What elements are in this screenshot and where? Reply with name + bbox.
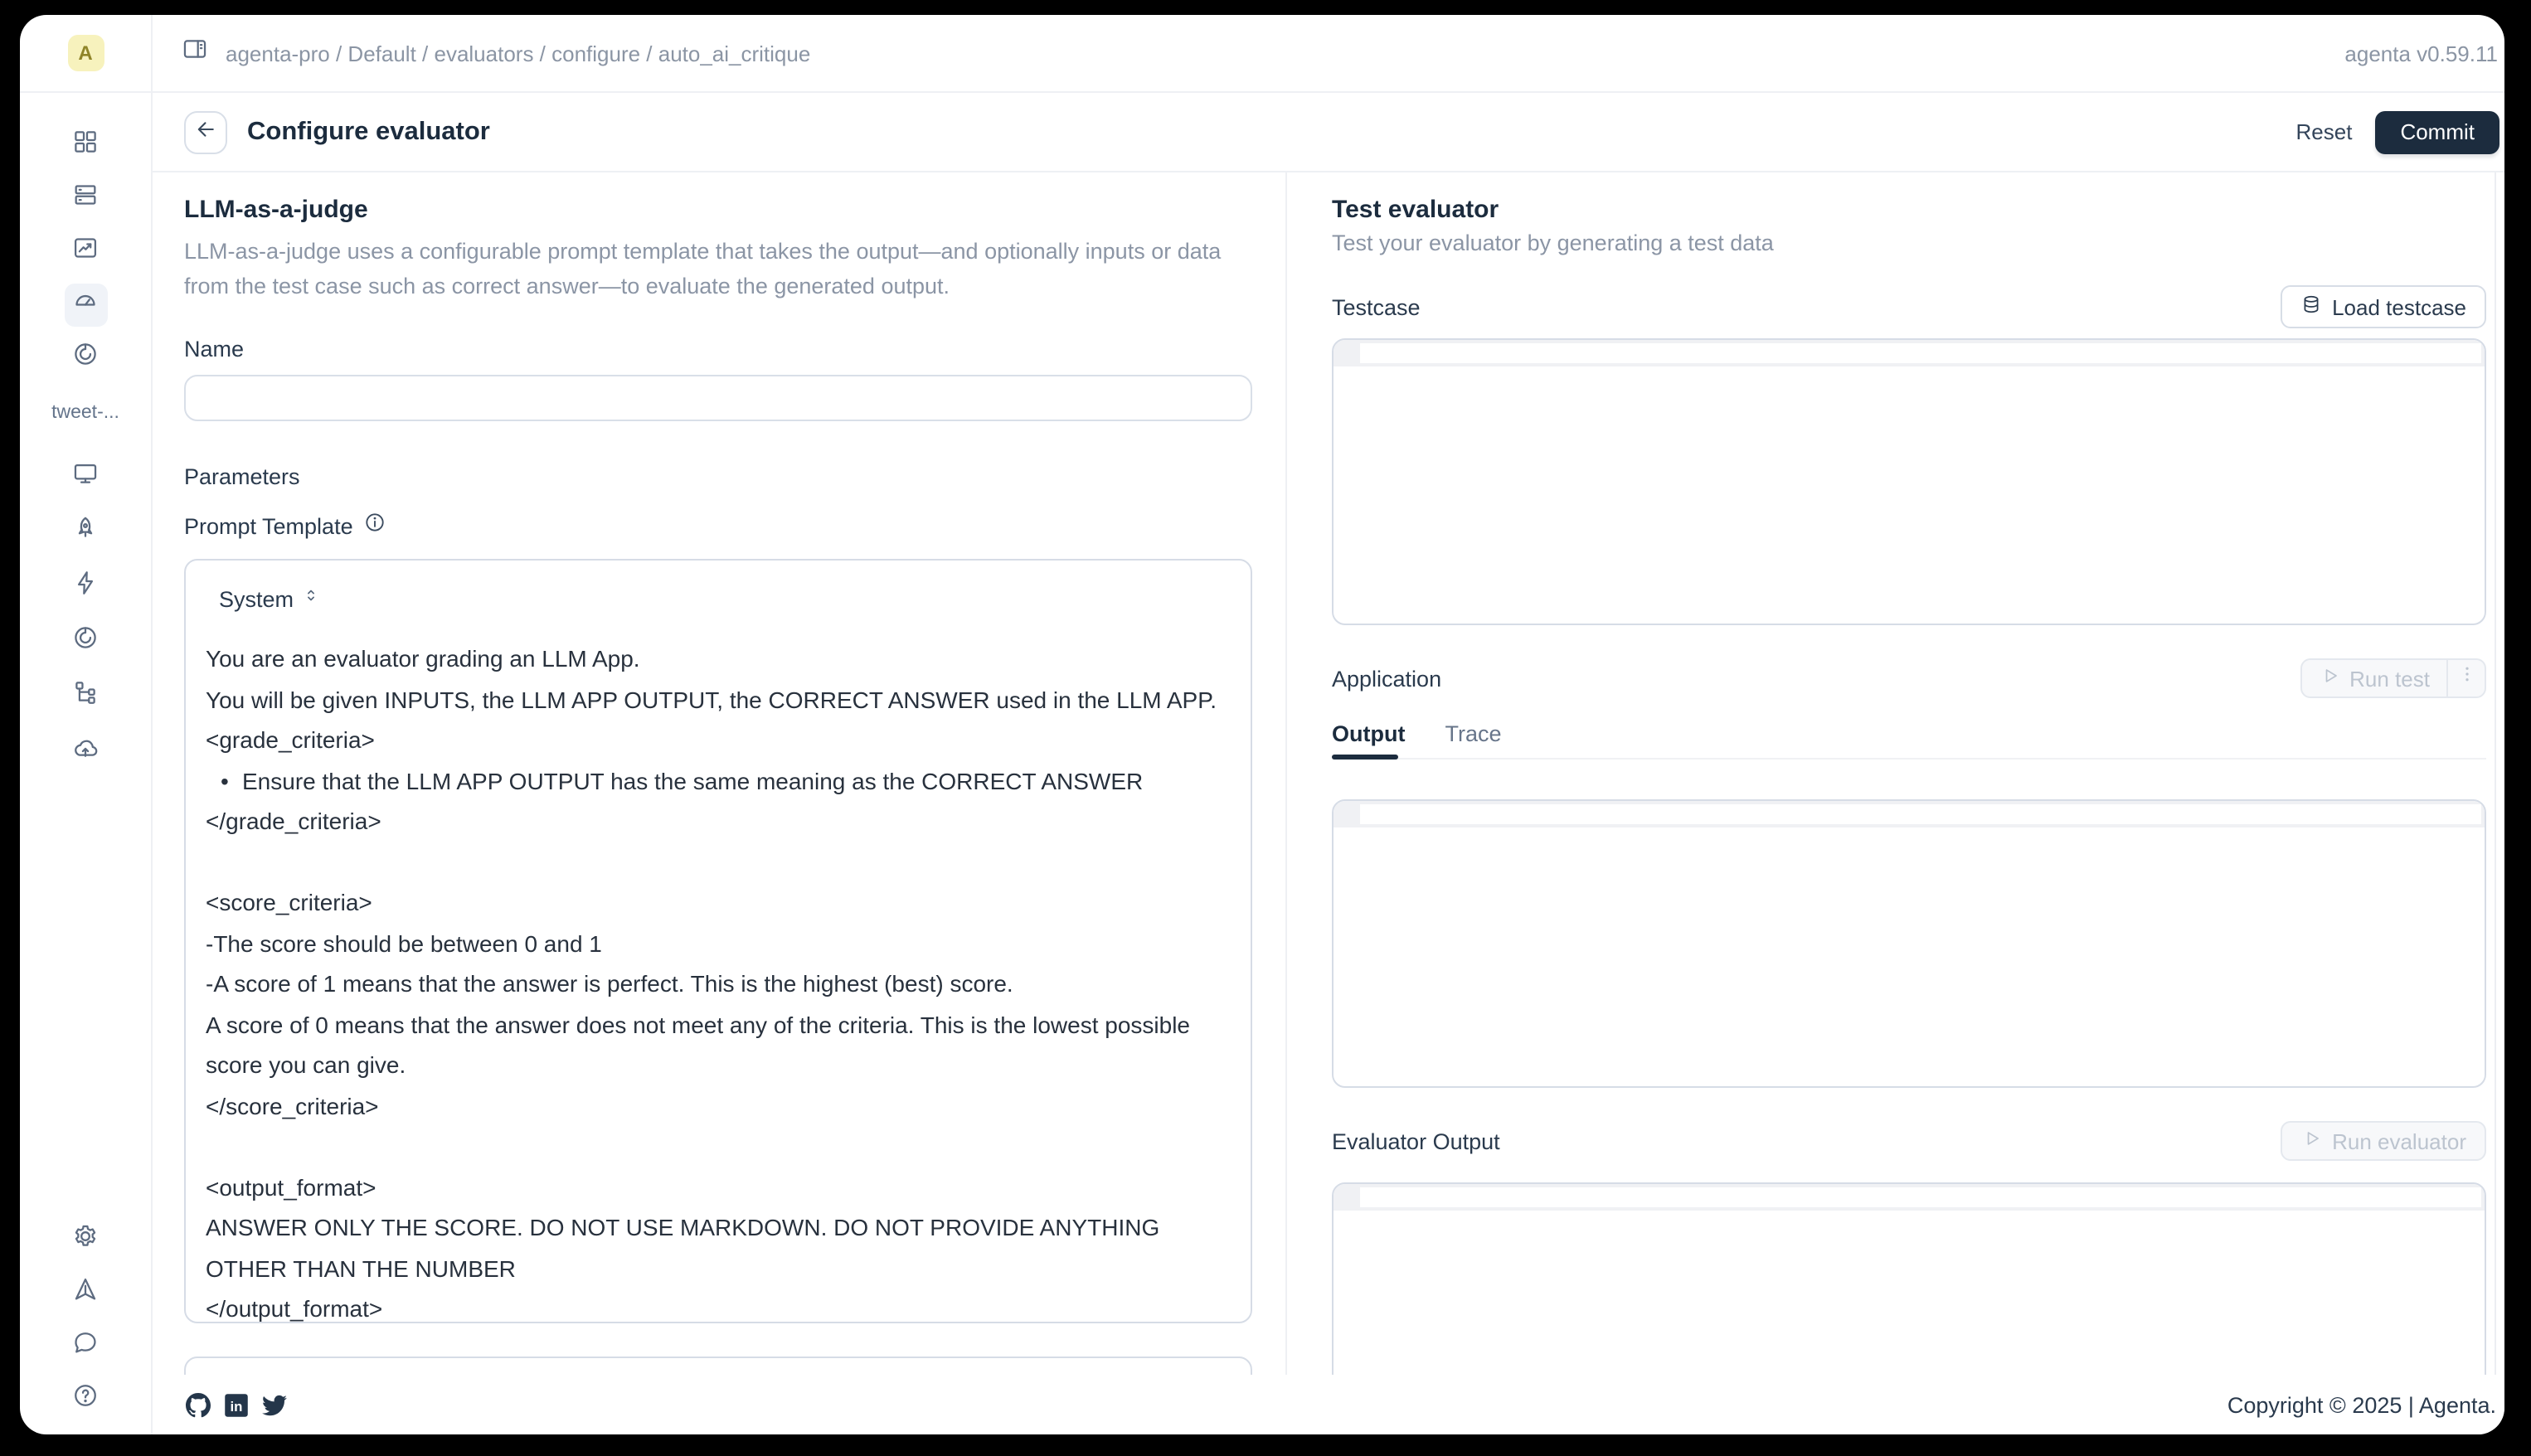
evaluator-type-title: LLM-as-a-judge [184,196,368,224]
chevron-up-down-icon [302,584,320,615]
sidebar-workspace-label[interactable]: tweet-... [51,403,119,423]
content [153,172,2504,1375]
evaluator-config-panel [153,172,1285,1375]
output-trace-tabs [1332,721,2486,760]
editor-line [1334,801,2485,827]
prompt-line: You are an evaluator grading an LLM App. [206,645,640,672]
run-test-split-button [2300,658,2486,698]
prompt-template-row [184,511,1252,542]
prompt-line: <grade_criteria> [206,726,375,753]
breadcrumb[interactable]: agenta-pro / Default / evaluators / configure / auto_ai_critique [226,41,811,66]
sidebar-nav-top [64,124,107,390]
rocket-icon [71,514,100,551]
sidebar-item-observability[interactable] [64,337,107,380]
prompt-template-editor[interactable] [184,559,1252,1323]
sidebar-item-automations[interactable] [64,565,107,609]
send-plane-icon [71,1275,100,1312]
run-test-more-button[interactable] [2448,660,2485,696]
main-area [153,15,2504,1434]
donut-chart-icon [71,624,100,660]
testcase-editor[interactable] [1332,338,2486,625]
prompt-line [206,1126,1227,1167]
monitor-icon [71,459,100,496]
run-test-label: Run test [2349,666,2430,691]
load-testcase-label: Load testcase [2332,294,2466,319]
linkedin-icon[interactable] [224,1392,249,1417]
sidebar-item-traces[interactable] [64,620,107,663]
app-window [20,15,2504,1434]
message-role-select[interactable] [206,584,1227,615]
gear-icon [71,1222,100,1259]
tab[interactable]: Trace [1445,721,1502,746]
prompt-line: -A score of 1 means that the answer is perfect. This is the highest (best) score. [206,970,1013,997]
help-circle-icon [71,1381,100,1418]
sidebar-item-deploy-cloud[interactable] [64,730,107,773]
prompt-line: </grade_criteria> [206,808,381,834]
app-grid-icon [71,128,100,164]
line-chart-icon [71,234,100,270]
name-label: Name [184,337,245,362]
sidebar-item-whats-new[interactable] [64,1272,107,1315]
test-evaluator-subtitle: Test your evaluator by generating a test data [1332,231,1774,255]
reset-button[interactable]: Reset [2295,119,2353,144]
gauge-icon [71,287,100,323]
footer [153,1375,2504,1434]
editor-line [1334,1184,2485,1211]
sidebar-header [20,15,151,93]
sidebar-item-help[interactable] [64,1378,107,1421]
back-button[interactable] [184,110,227,153]
github-icon[interactable] [186,1392,211,1417]
play-icon [2318,665,2339,692]
avatar[interactable]: A [67,35,104,71]
testcase-row [1332,285,2486,328]
prompt-line: A score of 0 means that the answer does not meet any of the criteria. This is the lowest possible score you can give. [206,1011,1190,1078]
cloud-upload-icon [71,733,100,769]
lightning-icon [71,569,100,605]
sidebar-item-workflows[interactable] [64,675,107,718]
sidebar-item-testsets[interactable] [64,177,107,221]
twitter-icon[interactable] [262,1392,287,1417]
sidebar-toggle-icon[interactable] [181,35,209,71]
tab-ink-bar [1332,755,1398,760]
run-evaluator-label: Run evaluator [2332,1128,2466,1153]
prompt-template-label: Prompt Template [184,514,353,539]
editor-line [1334,340,2485,366]
hierarchy-icon [71,678,100,715]
prompt-line: <output_format> [206,1173,376,1200]
evaluator-description: LLM-as-a-judge uses a configurable prompt template that takes the output—and optionally inputs or data from the test case such as correct answer—to evaluate the generated output. [184,239,1222,298]
sidebar-nav-bottom [64,1219,107,1434]
sidebar-item-apps[interactable] [64,124,107,167]
prompt-line: <score_criteria> [206,889,372,915]
sidebar-item-feedback[interactable] [64,1325,107,1368]
test-evaluator-title: Test evaluator [1332,196,1499,224]
test-evaluator-panel [1285,172,2504,1375]
tab[interactable]: Output [1332,721,1406,746]
prompt-line [206,842,1227,882]
prompt-line: • Ensure that the LLM APP OUTPUT has the same meaning as the CORRECT ANSWER [206,760,1227,801]
message-role-value: System [219,587,294,612]
next-message-block[interactable] [184,1357,1252,1375]
prompt-template-text[interactable] [206,638,1227,1323]
server-rack-icon [71,181,100,217]
load-testcase-button[interactable] [2281,285,2486,328]
prompt-line: You will be given INPUTS, the LLM APP OUTPUT, the CORRECT ANSWER used in the LLM APP. [206,686,1217,712]
header-actions [2296,110,2500,153]
name-input[interactable] [184,375,1252,421]
sidebar-item-settings[interactable] [64,1219,107,1262]
donut-chart-icon [71,340,100,376]
page-title: Configure evaluator [247,117,490,145]
evaluator-output-row [1332,1121,2486,1161]
prompt-line: </output_format> [206,1295,383,1322]
arrow-left-icon [194,118,217,146]
evaluator-output-editor[interactable] [1332,1182,2486,1375]
svg-text:in: in [230,1397,243,1414]
sidebar-item-analytics[interactable] [64,231,107,274]
sidebar-nav-workspace [64,456,107,784]
more-dots-icon [2456,663,2477,693]
play-icon [2300,1128,2322,1154]
prompt-line: ANSWER ONLY THE SCORE. DO NOT USE MARKDOWN. DO NOT PROVIDE ANYTHING OTHER THAN THE NUMBER [206,1214,1160,1281]
evaluator-output-label: Evaluator Output [1332,1128,1500,1153]
sidebar-item-deployments[interactable] [64,511,107,554]
social-links [186,1392,287,1417]
sidebar-item-playground[interactable] [64,456,107,499]
application-output-editor[interactable] [1332,799,2486,1088]
info-icon[interactable] [363,511,386,542]
application-label: Application [1332,666,1442,691]
run-test-button[interactable] [2301,660,2446,696]
copyright-text: Copyright © 2025 | Agenta. [2227,1392,2496,1417]
testcase-label: Testcase [1332,294,1421,319]
sidebar [20,15,153,1434]
page-header [153,93,2504,172]
parameters-label: Parameters [184,464,300,489]
app-version: agenta v0.59.11 [2344,41,2498,66]
commit-button[interactable]: Commit [2375,110,2499,153]
chat-bubble-icon [71,1328,100,1365]
topbar [153,15,2504,93]
run-evaluator-button[interactable] [2281,1121,2486,1161]
database-icon [2300,294,2322,320]
application-row [1332,658,2486,698]
prompt-line: -The score should be between 0 and 1 [206,929,602,956]
prompt-line: </score_criteria> [206,1092,379,1119]
sidebar-item-evaluators[interactable] [64,284,107,327]
